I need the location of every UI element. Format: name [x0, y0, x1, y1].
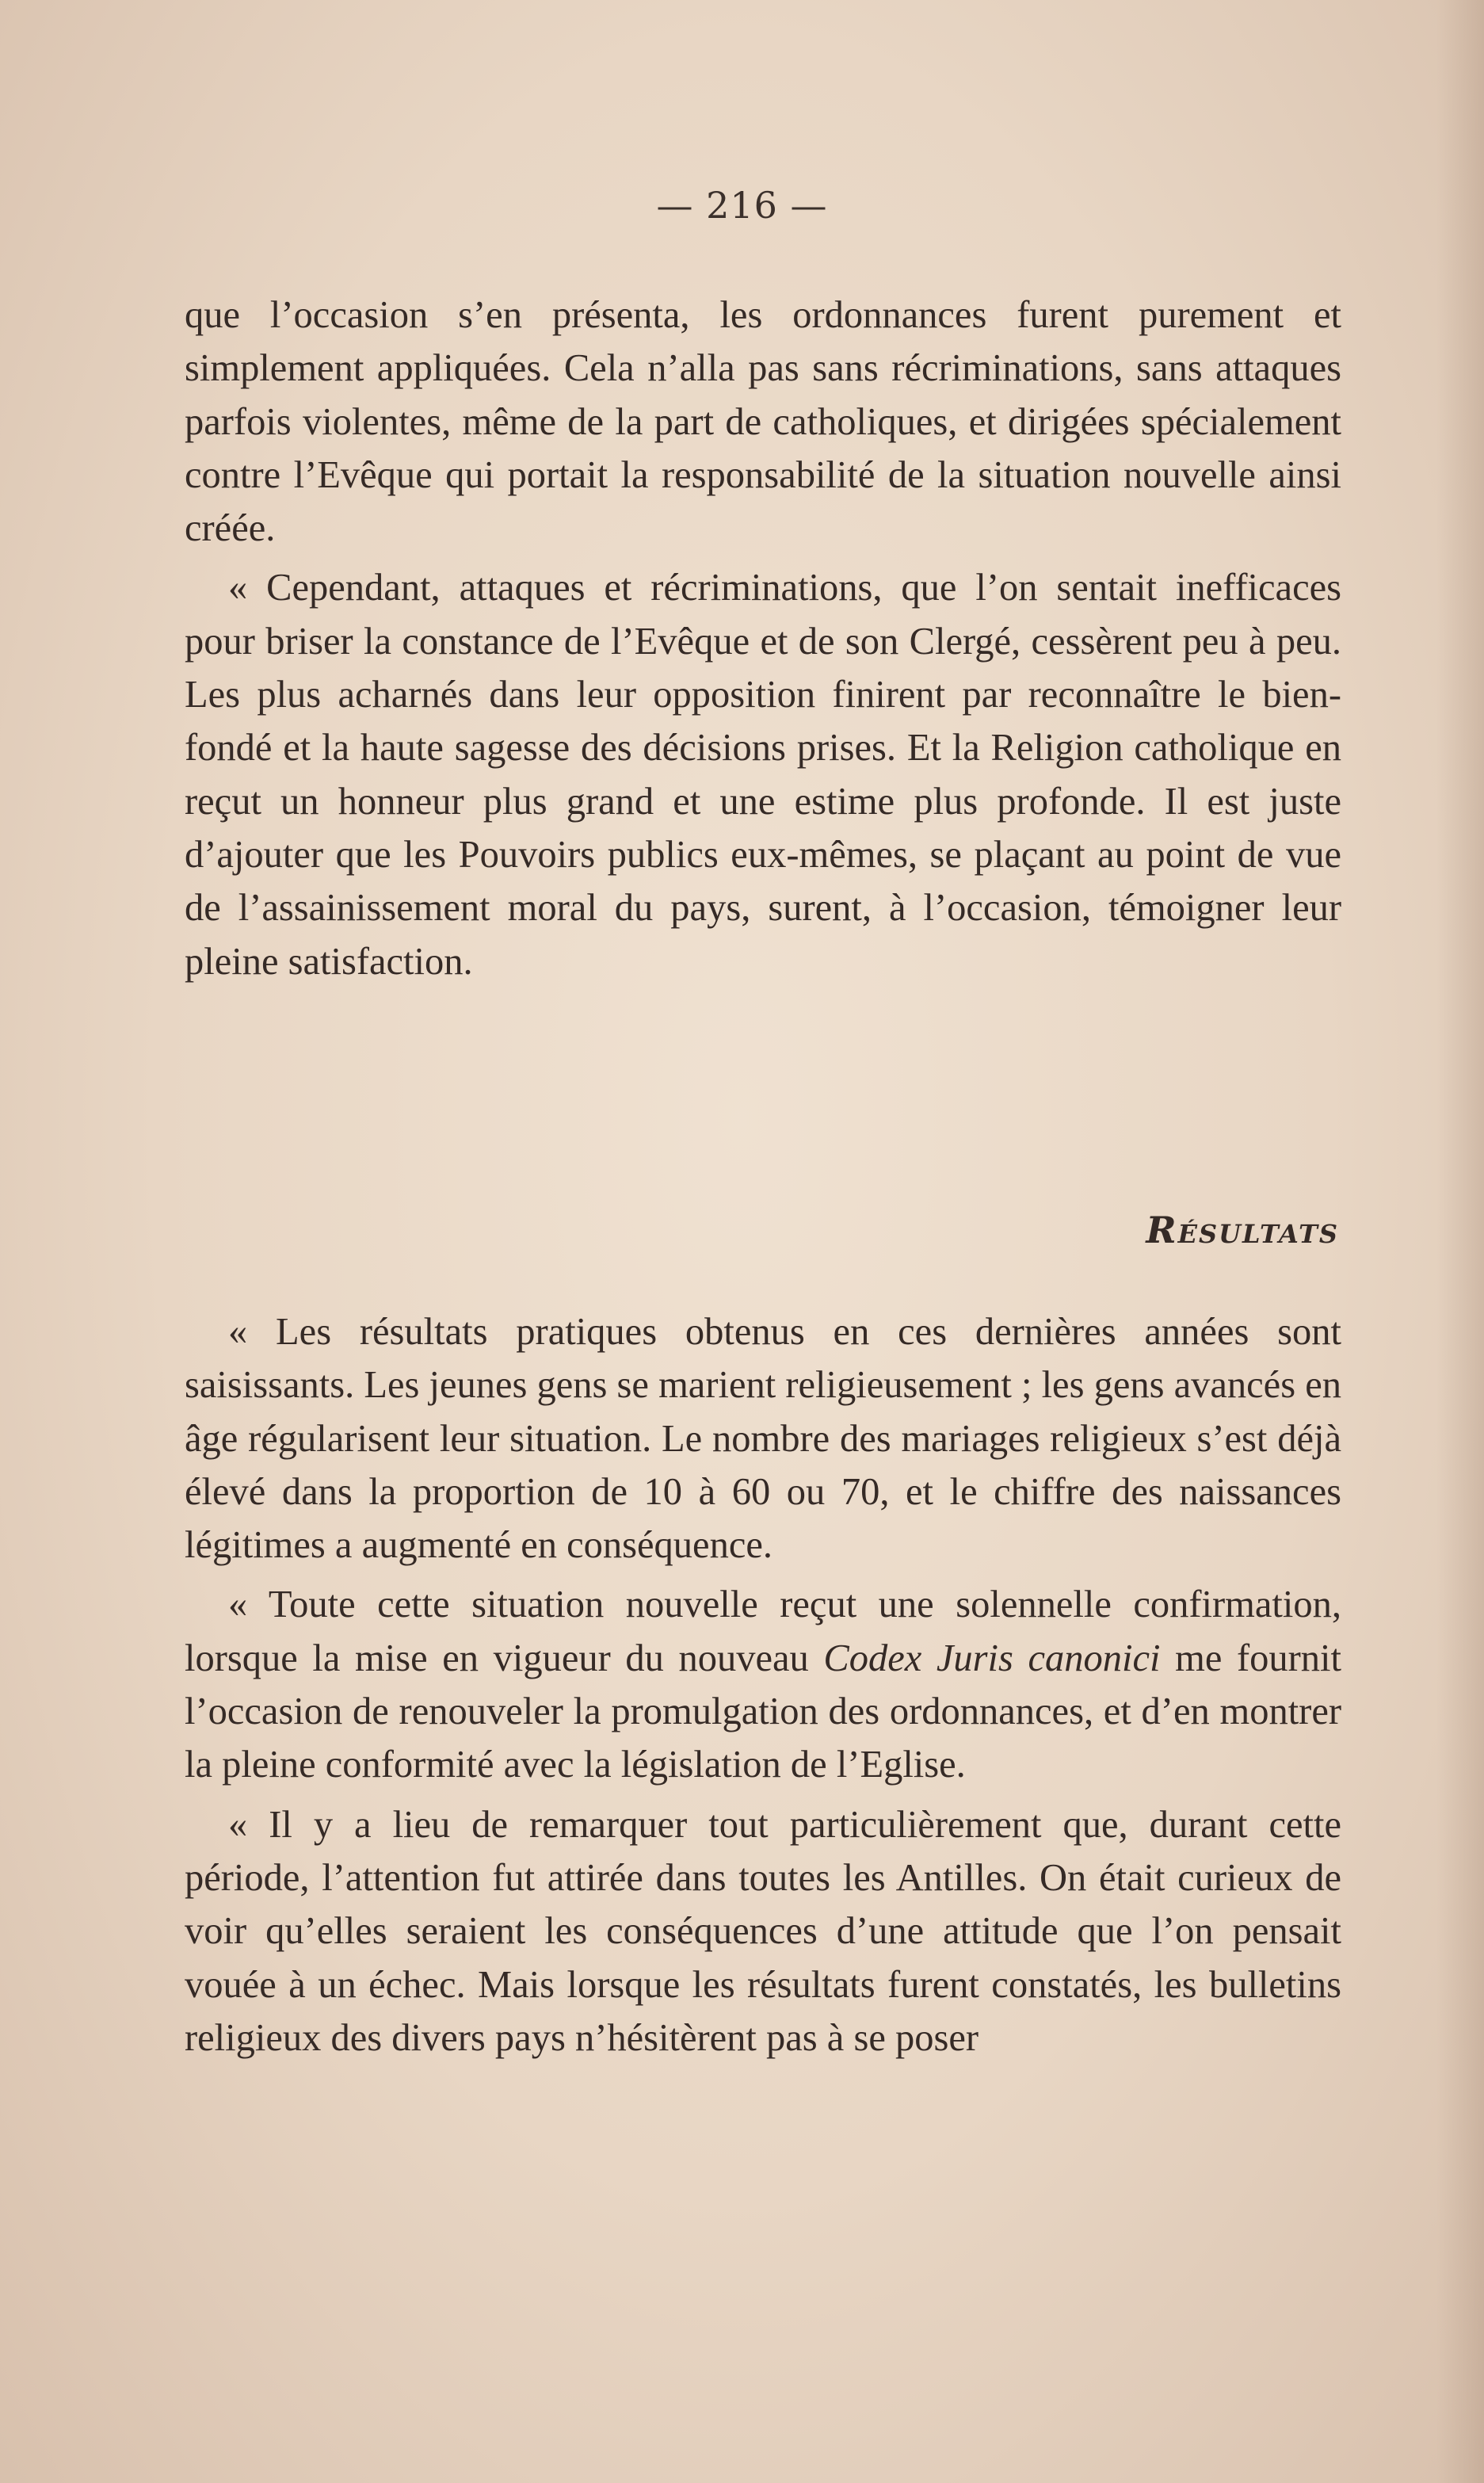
paragraph-2: « Cependant, attaques et récriminations, que l’on sentait inefficaces pour briser la constance de l’Evêque et de son Clergé, cessèrent peu à peu. Les plus acharnés dans leur opposition finirent par reconnaître le bien-fondé et la haute sagesse des décisions prises. Et la Religion catholique en reçut un honneur plus grand et une estime plus profonde. Il est juste d’ajouter que les Pouvoirs publics eux-mêmes, se plaçant au point de vue de l’assainissement moral du pays, surent, à l’occasion, témoigner leur pleine satisfaction. — [185, 567, 1341, 983]
page-edge-shadow — [1436, 0, 1484, 2483]
paragraph-1: que l’occasion s’en présenta, les ordonnances furent purement et simplement appliquées. Cela n’alla pas sans récriminations, sans attaques parfois violentes, même de la part de catholiques, et dirigées spécialement contre l’Evêque qui portait la responsabilité de la situation nouvelle ainsi créée. — [185, 294, 1341, 550]
section-heading-rest: ÉSULTATS — [1177, 1219, 1339, 1249]
page-number: — 216 — — [656, 184, 828, 227]
paragraph-4 — [185, 1578, 1341, 1791]
paragraph-3: « Les résultats pratiques obtenus en ces dernières années sont saisissants. Les jeunes gens se marient religieusement ; les gens avancés en âge régularisent leur situation. Le nombre des mariages religieux s’est déjà élevé dans la proportion de 10 à 60 ou 70, et le chiffre des naissances légitimes a augmenté en conséquence. — [185, 1311, 1341, 1567]
body-text-top — [185, 288, 1341, 988]
paragraph-4-text-a: « Toute cette situation nouvelle reçut une solennelle confirmation, lorsque la mise en vigueur du nouveau — [185, 1583, 1341, 1679]
paragraph-4-text-b: me fournit l’occasion de renouveler la promulgation des ordonnances, et d’en montrer la pleine conformité avec la législation de l’Eglise. — [185, 1637, 1341, 1786]
section-heading-initial: R — [1146, 1209, 1178, 1251]
codex-title: Codex Juris canonici — [823, 1637, 1161, 1679]
body-text-bottom — [185, 1305, 1341, 2065]
paragraph-5: « Il y a lieu de remarquer tout particulièrement que, durant cette période, l’attention fut attirée dans toutes les Antilles. On était curieux de voir qu’elles seraient les conséquences d’une attitude que l’on pensait vouée à un échec. Mais lorsque les résultats furent constatés, les bulletins religieux des divers pays n’hésitèrent pas à se poser — [185, 1803, 1341, 2059]
section-heading — [1146, 1209, 1339, 1251]
